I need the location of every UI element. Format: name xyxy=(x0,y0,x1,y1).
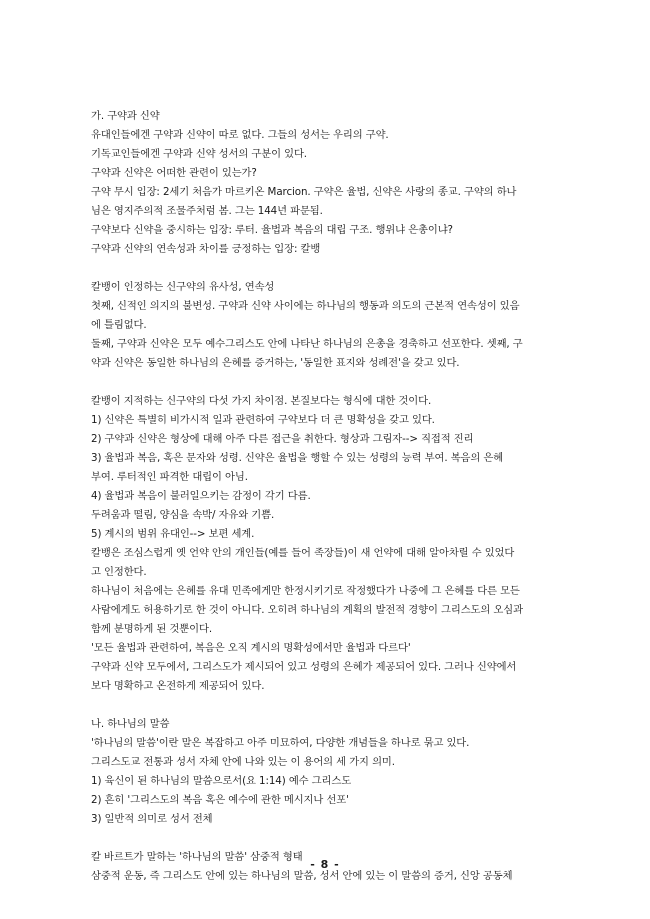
text-line: 첫째, 신적인 의지의 불변성. 구약과 신약 사이에는 하나님의 행동과 의도의 근본적 연속성이 있음 xyxy=(91,300,520,312)
text-line: 둘째, 구약과 신약은 모두 예수그리스도 안에 나타난 하나님의 은총을 경축하고 선포한다. 셋째, 구 xyxy=(91,338,523,350)
text-line: 칼뱅은 조심스럽게 옛 언약 안의 개인들(예를 들어 족장들)이 새 언약에 대해 알아차릴 수 있었다 xyxy=(91,547,515,559)
text-line: 약과 신약은 동일한 하나님의 은혜를 증거하는, '동일한 표지와 성례전'을 갖고 있다. xyxy=(91,357,460,369)
text-line: '하나님의 말씀'이란 말은 복잡하고 아주 미묘하여, 다양한 개념들을 하나로 묶고 있다. xyxy=(91,737,470,749)
text-line: 1) 신약은 특별히 비가시적 일과 관련하여 구약보다 더 큰 명확성을 갖고 있다. xyxy=(91,414,435,426)
text-line: 1) 육신이 된 하나님의 말씀으로서(요 1:14) 예수 그리스도 xyxy=(91,775,352,787)
text-line: 고 인정한다. xyxy=(91,566,147,578)
paragraph-gap xyxy=(91,373,561,392)
page-number: - 8 - xyxy=(310,858,340,871)
text-line: 님은 영지주의적 조물주처럼 봄. 그는 144년 파문됨. xyxy=(91,205,323,217)
text-line: 사람에게도 허용하기로 한 것이 아니다. 오히려 하나님의 계획의 발전적 경향이 그리스도의 오심과 xyxy=(91,604,523,616)
text-line: 기독교인들에겐 구약과 신약 성서의 구분이 있다. xyxy=(91,148,307,160)
paragraph-gap xyxy=(91,696,561,715)
text-line: 삼중적 운동, 즉 그리스도 안에 있는 하나님의 말씀, 성서 안에 있는 이 말씀의 증거, 신앙 공동체 xyxy=(91,870,513,882)
paragraph-gap xyxy=(91,829,561,848)
text-line: 구약과 신약 모두에서, 그리스도가 제시되어 있고 성령의 은혜가 제공되어 있다. 그러나 신약에서 xyxy=(91,661,517,673)
text-line: 3) 율법과 복음, 혹은 문자와 성령. 신약은 율법을 행할 수 있는 성령의 능력 부여. 복음의 은혜 xyxy=(91,452,504,464)
subheading-barth: 칼 바르트가 말하는 '하나님의 말씀' 삼중적 형태 xyxy=(91,851,303,863)
text-line: 유대인들에겐 구약과 신약이 따로 없다. 그들의 성서는 우리의 구약. xyxy=(91,129,389,141)
text-line: 3) 일반적 의미로 성서 전체 xyxy=(91,813,213,825)
text-line: 2) 흔히 '그리스도의 복음 혹은 예수에 관한 메시지나 선포' xyxy=(91,794,349,806)
text-line: 에 틀림없다. xyxy=(91,319,147,331)
paragraph-gap xyxy=(91,259,561,278)
text-line: 구약과 신약의 연속성과 차이를 긍정하는 입장: 칼뱅 xyxy=(91,243,321,255)
text-line: '모든 율법과 관련하여, 복음은 오직 계시의 명확성에서만 율법과 다르다' xyxy=(91,642,411,654)
section-heading-word-of-god: 나. 하나님의 말씀 xyxy=(91,718,170,730)
section-heading-old-new-testament: 가. 구약과 신약 xyxy=(91,110,160,122)
text-line: 함께 분명하게 된 것뿐이다. xyxy=(91,623,213,635)
text-body xyxy=(91,107,561,886)
text-line: 구약보다 신약을 중시하는 입장: 루터. 율법과 복음의 대립 구조. 행위냐 은총이냐? xyxy=(91,224,453,236)
text-line: 구약과 신약은 어떠한 관련이 있는가? xyxy=(91,167,257,179)
text-line: 4) 율법과 복음이 불러일으키는 감정이 각기 다름. xyxy=(91,490,311,502)
text-line: 구약 무시 입장: 2세기 처음가 마르키온 Marcion. 구약은 율법, 신약은 사랑의 종교. 구약의 하나 xyxy=(91,186,517,198)
text-line: 두려움과 떨림, 양심을 속박/ 자유와 기쁨. xyxy=(91,509,275,521)
subheading-differences: 칼뱅이 지적하는 신구약의 다섯 가지 차이점. 본질보다는 형식에 대한 것이다. xyxy=(91,395,432,407)
text-line: 그리스도교 전통과 성서 자체 안에 나와 있는 이 용어의 세 가지 의미. xyxy=(91,756,395,768)
text-line: 5) 계시의 범위 유대인--> 보편 세계. xyxy=(91,528,255,540)
text-line: 2) 구약과 신약은 형상에 대해 아주 다른 접근을 취한다. 형상과 그림자--> 직접적 진리 xyxy=(91,433,474,445)
text-line: 하나님이 처음에는 은혜를 유대 민족에게만 한정시키기로 작정했다가 나중에 그 은혜를 다른 모든 xyxy=(91,585,520,597)
text-line: 보다 명확하고 온전하게 제공되어 있다. xyxy=(91,680,265,692)
text-line: 부여. 루터적인 파격한 대립이 아님. xyxy=(91,471,248,483)
subheading-similarities: 칼뱅이 인정하는 신구약의 유사성, 연속성 xyxy=(91,281,275,293)
